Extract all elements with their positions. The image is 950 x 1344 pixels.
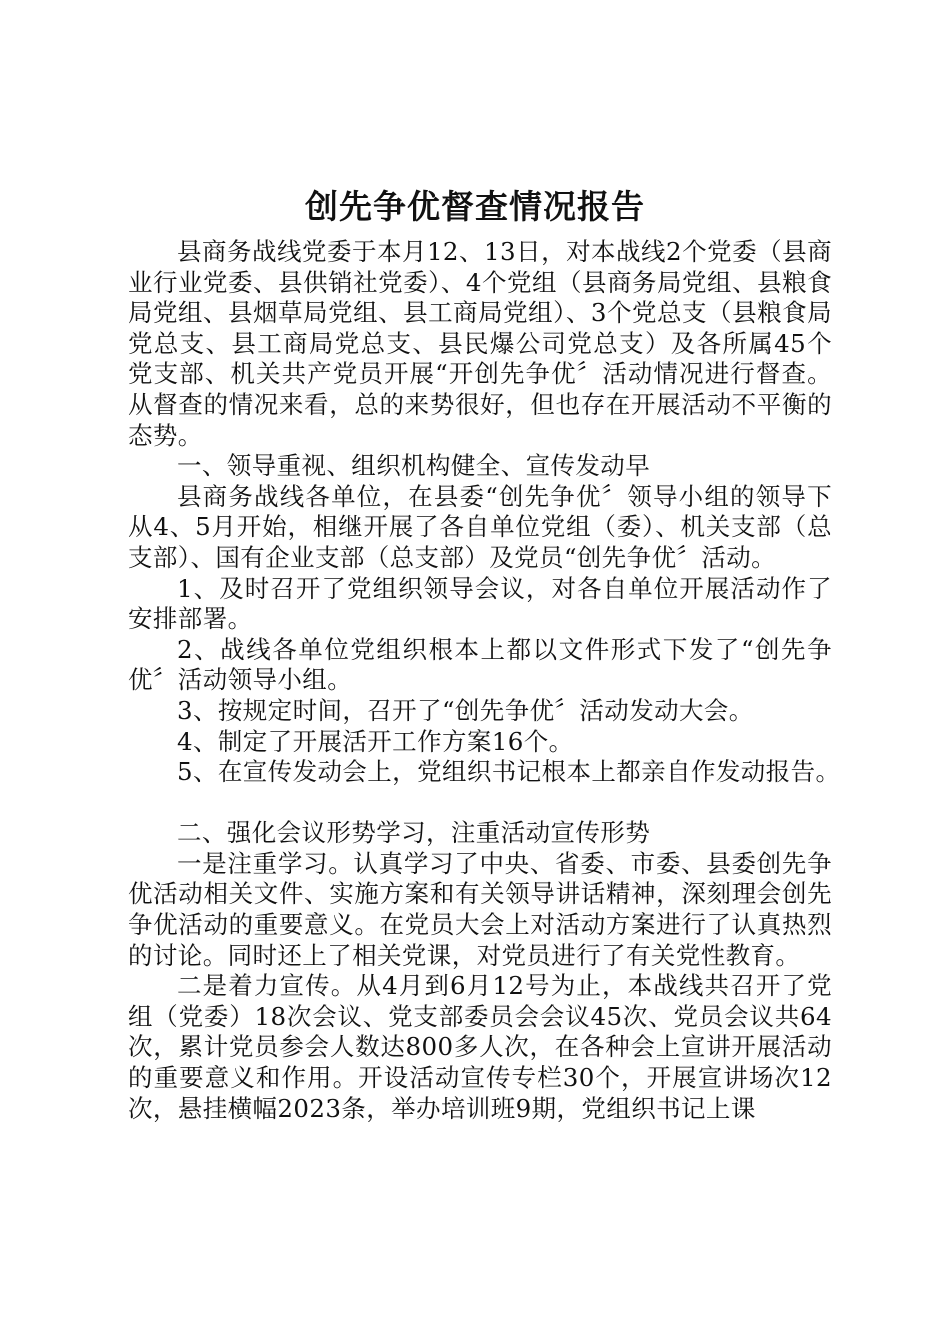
list-item-4: 4、制定了开展活开工作方案16个。 — [177, 726, 574, 756]
section-2-paragraph-2: 二是着力宣传。从4月到6月12号为止，本战线共召开了党组（党委）18次会议、党支部委员会会议45次、党员会议共64次，累计党员参会人数达800多人次，在各种会上宣讲开展活动的重要意义和作用。开设活动宣传专栏30个，开展宣讲场次12次，悬挂横幅2023条，举办培训班9期，党组织书记上课 — [128, 971, 832, 1123]
section-2-paragraph-1: 一是注重学习。认真学习了中央、省委、市委、县委创先争优活动相关文件、实施方案和有关领导讲话精神，深刻理会创先争优活动的重要意义。在党员大会上对活动方案进行了认真热烈的讨论。同时还上了相关党课，对党员进行了有关党性教育。 — [128, 848, 832, 970]
section-heading-1: 一、领导重视、组织机构健全、宣传发动早 — [177, 451, 651, 481]
intro-paragraph: 县商务战线党委于本月12、13日，对本战线2个党委（县商业行业党委、县供销社党委）、4个党组（县商务局党组、县粮食局党组、县烟草局党组、县工商局党组）、3个党总支（县粮食局党总支、县工商局党总支、县民爆公司党总支）及各所属45个党支部、机关共产党员开展“开创先争优〞活动情况进行督查。从督查的情况来看，总的来势很好，但也存在开展活动不平衡的态势。 — [128, 237, 832, 450]
document-title: 创先争优督查情况报告 — [305, 187, 645, 226]
list-item-2: 2、战线各单位党组织根本上都以文件形式下发了“创先争优〞活动领导小组。 — [128, 634, 832, 695]
section-heading-2: 二、强化会议形势学习，注重活动宣传形势 — [177, 818, 651, 848]
list-item-3: 3、按规定时间，召开了“创先争优〞活动发动大会。 — [177, 695, 754, 725]
section-1-paragraph: 县商务战线各单位，在县委“创先争优〞领导小组的领导下从4、5月开始，相继开展了各自单位党组（委）、机关支部（总支部）、国有企业支部（总支部）及党员“创先争优〞活动。 — [128, 481, 832, 572]
list-item-1: 1、及时召开了党组织领导会议，对各自单位开展活动作了安排部署。 — [128, 573, 832, 634]
paragraph-spacer — [128, 788, 832, 819]
document-body — [128, 237, 841, 1124]
list-item-5: 5、在宣传发动会上，党组织书记根本上都亲自作发动报告。 — [177, 757, 841, 787]
